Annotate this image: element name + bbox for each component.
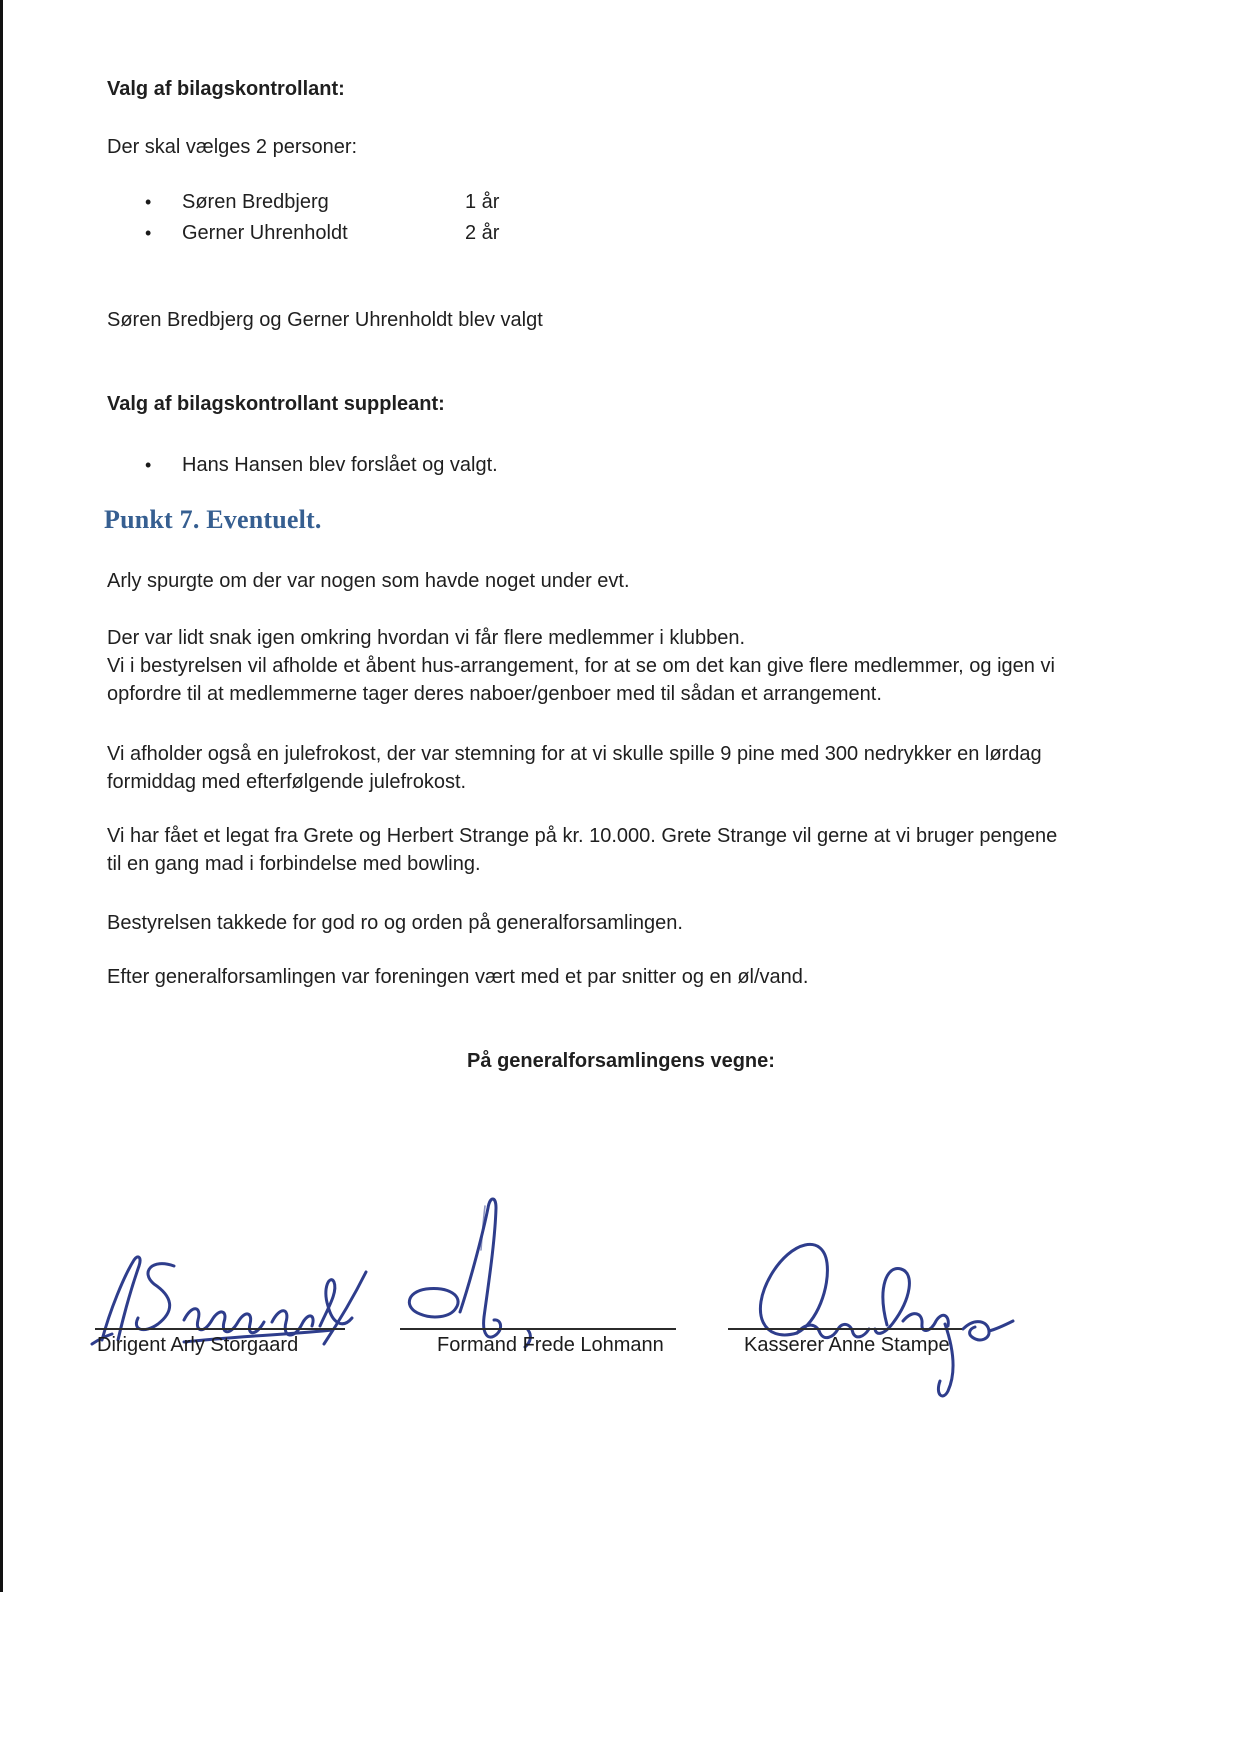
paragraph-line: Der var lidt snak igen omkring hvordan vi får flere medlemmer i klubben. <box>107 627 746 649</box>
candidate-term: 2 år <box>465 222 500 244</box>
signature-label-dirigent: Dirigent Arly Storgaard <box>97 1334 299 1356</box>
signature-rule <box>400 1328 676 1330</box>
paragraph-line: opfordre til at medlemmerne tager deres naboer/genboer med til sådan et arrangement. <box>107 683 882 705</box>
paragraph <box>107 963 808 991</box>
closing-statement: På generalforsamlingens vegne: <box>467 1050 775 1072</box>
suppleant-row <box>145 451 845 479</box>
bullet-icon: • <box>145 455 152 475</box>
paragraph <box>107 822 1057 878</box>
paragraph <box>107 624 1055 708</box>
paragraph <box>107 740 1042 796</box>
paragraph-line: Vi afholder også en julefrokost, der var stemning for at vi skulle spille 9 pine med 300 nedrykker en lørdag <box>107 743 1042 765</box>
candidate-row <box>145 188 745 216</box>
bullet-icon: • <box>145 223 152 243</box>
signature-label-kasserer: Kasserer Anne Stampe <box>744 1334 950 1356</box>
signature-label-formand: Formand Frede Lohmann <box>437 1334 664 1356</box>
paragraph-line: Vi i bestyrelsen vil afholde et åbent hus-arrangement, for at se om det kan give flere medlemmer, og igen vi <box>107 655 1055 677</box>
candidate-row <box>145 219 745 247</box>
paragraph <box>107 567 630 595</box>
paragraph <box>107 909 683 937</box>
paragraph-line: til en gang mad i forbindelse med bowling. <box>107 853 481 875</box>
election-result-text: Søren Bredbjerg og Gerner Uhrenholdt blev valgt <box>107 309 543 331</box>
scan-edge-artifact <box>0 0 3 1592</box>
paragraph-line: Bestyrelsen takkede for god ro og orden på generalforsamlingen. <box>107 912 683 934</box>
intro-text: Der skal vælges 2 personer: <box>107 136 358 158</box>
suppleant-text: Hans Hansen blev forslået og valgt. <box>182 454 498 476</box>
heading-punkt-7-eventuelt: Punkt 7. Eventuelt. <box>104 505 322 534</box>
candidate-name: Gerner Uhrenholdt <box>182 222 348 244</box>
heading-valg-suppleant: Valg af bilagskontrollant suppleant: <box>107 393 445 415</box>
paragraph-line: formiddag med efterfølgende julefrokost. <box>107 771 467 793</box>
candidate-term: 1 år <box>465 191 500 213</box>
bullet-icon: • <box>145 192 152 212</box>
signature-rule <box>728 1328 962 1330</box>
paragraph-line: Efter generalforsamlingen var foreningen vært med et par snitter og en øl/vand. <box>107 966 809 988</box>
signature-anne-stampe <box>735 1225 1020 1405</box>
candidate-name: Søren Bredbjerg <box>182 191 329 213</box>
heading-valg-bilagskontrollant: Valg af bilagskontrollant: <box>107 78 345 100</box>
paragraph-line: Vi har fået et legat fra Grete og Herbert Strange på kr. 10.000. Grete Strange vil gerne at vi bruger pengene <box>107 825 1058 847</box>
paragraph-line: Arly spurgte om der var nogen som havde noget under evt. <box>107 570 630 592</box>
signature-rule <box>95 1328 345 1330</box>
